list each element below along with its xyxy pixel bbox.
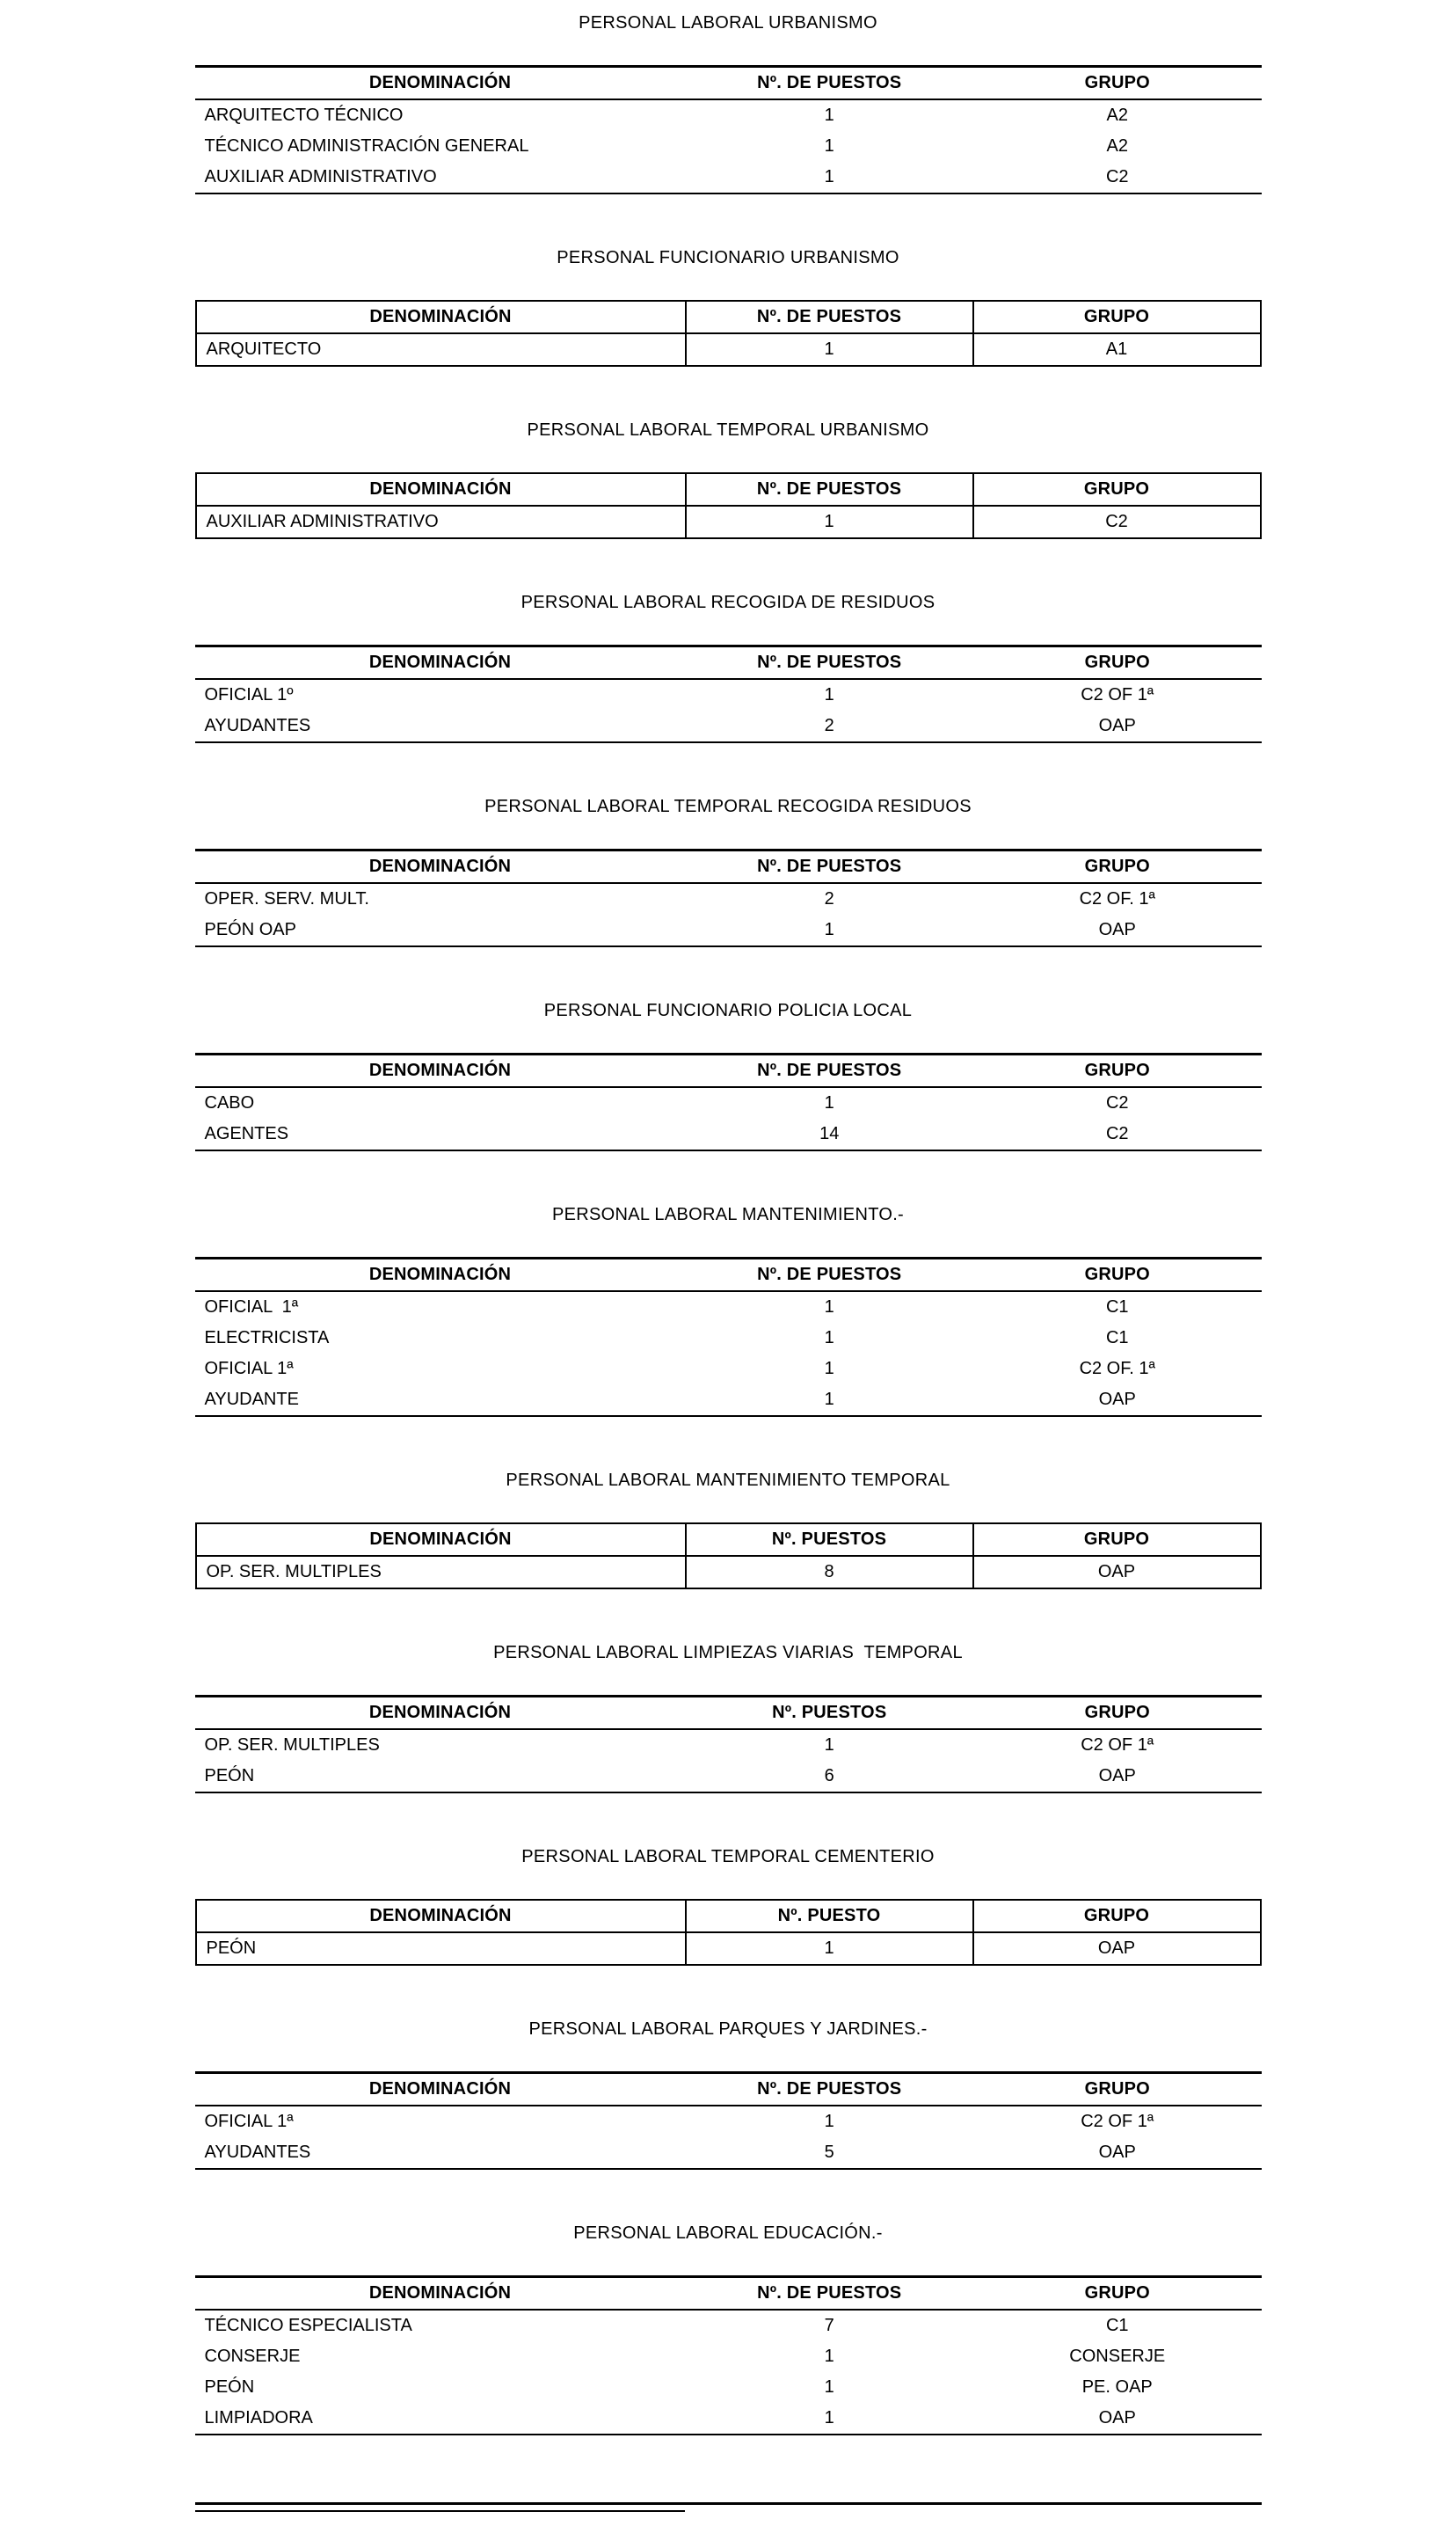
table-row [195, 1384, 1262, 1416]
personnel-section [0, 1470, 1456, 1589]
partial-table-header-line [195, 2510, 686, 2512]
cell-denominacion: OP. SER. MULTIPLES [196, 1556, 686, 1588]
cell-grupo: OAP [1098, 2408, 1136, 2427]
header-row [195, 67, 1262, 100]
section-title: PERSONAL LABORAL LIMPIEZAS VIARIAS TEMPORAL [493, 1643, 963, 1662]
column-header: Nº. DE PUESTOS [685, 646, 973, 680]
table-row [195, 711, 1262, 742]
cell-puestos: 1 [824, 106, 834, 125]
cell-puestos: 1 [824, 136, 834, 156]
column-header: Nº. PUESTOS [686, 1523, 973, 1556]
cell-denominacion: TÉCNICO ADMINISTRACIÓN GENERAL [204, 136, 529, 156]
cell-denominacion: AGENTES [204, 1124, 289, 1143]
column-header: Nº. DE PUESTOS [685, 1055, 973, 1088]
header-row [195, 646, 1262, 680]
column-header: GRUPO [973, 473, 1261, 506]
header-row [196, 1523, 1261, 1556]
personnel-section [0, 1000, 1456, 1151]
cell-grupo: OAP [973, 1932, 1261, 1965]
cell-denominacion: AYUDANTE [204, 1390, 299, 1409]
personnel-table [195, 65, 1262, 194]
cell-puestos: 1 [824, 1093, 834, 1113]
cell-denominacion: OPER. SERV. MULT. [204, 889, 369, 909]
column-header: Nº. DE PUESTOS [685, 2073, 973, 2106]
table-row [195, 1119, 1262, 1150]
column-header: DENOMINACIÓN [195, 2073, 686, 2106]
cell-grupo: C2 [1105, 1124, 1129, 1143]
cell-puestos: 1 [824, 1297, 834, 1317]
table-row [195, 2341, 1262, 2372]
cell-denominacion: ARQUITECTO TÉCNICO [204, 106, 404, 125]
cell-denominacion: CONSERJE [204, 2347, 301, 2366]
cell-grupo: C2 OF 1ª [1081, 685, 1154, 705]
header-row [195, 2277, 1262, 2311]
column-header: DENOMINACIÓN [195, 1697, 686, 1730]
personnel-section [0, 1204, 1456, 1417]
table-row [196, 1556, 1261, 1588]
cell-puestos: 1 [824, 2347, 834, 2366]
personnel-table [195, 645, 1262, 743]
column-header: GRUPO [973, 1697, 1262, 1730]
cell-grupo: OAP [1098, 2143, 1136, 2162]
table-row [195, 2403, 1262, 2435]
column-header: Nº. PUESTOS [685, 1697, 973, 1730]
cell-grupo: C2 OF 1ª [1081, 1735, 1154, 1755]
cell-denominacion: LIMPIADORA [204, 2408, 313, 2427]
cell-puestos: 1 [824, 2408, 834, 2427]
cell-denominacion: TÉCNICO ESPECIALISTA [204, 2316, 412, 2335]
cell-grupo: OAP [973, 1556, 1261, 1588]
column-header: DENOMINACIÓN [196, 1523, 686, 1556]
cell-puestos: 6 [824, 1766, 834, 1785]
personnel-section [0, 2019, 1456, 2170]
column-header: DENOMINACIÓN [195, 646, 686, 680]
table-row [195, 99, 1262, 131]
cell-grupo: A1 [973, 333, 1261, 366]
table-row [195, 883, 1262, 915]
cell-grupo: C2 [1105, 1093, 1129, 1113]
column-header: Nº. DE PUESTOS [686, 301, 973, 333]
cell-puestos: 1 [824, 2112, 834, 2131]
personnel-section [0, 592, 1456, 743]
header-row [196, 301, 1261, 333]
cell-puestos: 1 [824, 1390, 834, 1409]
cell-denominacion: ARQUITECTO [196, 333, 686, 366]
section-title: PERSONAL LABORAL MANTENIMIENTO TEMPORAL [506, 1471, 950, 1490]
column-header: DENOMINACIÓN [195, 1055, 686, 1088]
personnel-table [195, 300, 1262, 367]
personnel-section [0, 1846, 1456, 1966]
table-row [195, 1761, 1262, 1792]
table-row [195, 915, 1262, 946]
cell-grupo: A2 [1106, 106, 1128, 125]
column-header: GRUPO [973, 646, 1262, 680]
section-title: PERSONAL FUNCIONARIO POLICIA LOCAL [543, 1001, 913, 1020]
table-row [196, 1932, 1261, 1965]
column-header: Nº. DE PUESTOS [685, 67, 973, 100]
table-row [195, 2310, 1262, 2341]
cell-denominacion: ELECTRICISTA [204, 1328, 330, 1347]
column-header: DENOMINACIÓN [195, 67, 686, 100]
cell-puestos: 1 [824, 1359, 834, 1378]
cell-denominacion: OP. SER. MULTIPLES [204, 1735, 380, 1755]
cell-denominacion: AUXILIAR ADMINISTRATIVO [204, 167, 437, 186]
header-row [195, 1055, 1262, 1088]
column-header: GRUPO [973, 1055, 1262, 1088]
column-header: GRUPO [973, 1523, 1261, 1556]
personnel-section [0, 2223, 1456, 2435]
personnel-section [0, 796, 1456, 947]
column-header: DENOMINACIÓN [195, 2277, 686, 2311]
cell-puestos: 1 [824, 1735, 834, 1755]
section-title: PERSONAL LABORAL TEMPORAL RECOGIDA RESIDUOS [484, 797, 972, 816]
section-title: PERSONAL LABORAL TEMPORAL URBANISMO [527, 420, 929, 440]
cell-denominacion: PEÓN [204, 2377, 255, 2397]
personnel-table [195, 1522, 1262, 1589]
cell-puestos: 2 [824, 889, 834, 909]
personnel-table [195, 2071, 1262, 2170]
cell-grupo: PE. OAP [1081, 2377, 1153, 2397]
cell-denominacion: PEÓN [196, 1932, 686, 1965]
cell-puestos: 1 [686, 333, 973, 366]
cell-denominacion: OFICIAL 1º [204, 685, 294, 705]
cell-grupo: OAP [1098, 1390, 1136, 1409]
partial-table-top-border [195, 2502, 1262, 2505]
cell-grupo: OAP [1098, 1766, 1136, 1785]
header-row [196, 1900, 1261, 1932]
personnel-table [195, 2275, 1262, 2435]
personnel-table [195, 1695, 1262, 1793]
table-row [195, 1291, 1262, 1323]
table-row [195, 679, 1262, 711]
cell-denominacion: AUXILIAR ADMINISTRATIVO [196, 506, 686, 538]
column-header: DENOMINACIÓN [196, 1900, 686, 1932]
column-header: DENOMINACIÓN [195, 1259, 686, 1292]
table-row [195, 1323, 1262, 1354]
section-title: PERSONAL LABORAL URBANISMO [579, 13, 877, 33]
cell-puestos: 1 [824, 920, 834, 939]
personnel-section [0, 12, 1456, 194]
table-row [196, 333, 1261, 366]
personnel-section [0, 420, 1456, 539]
table-row [195, 1087, 1262, 1119]
personnel-section [0, 1642, 1456, 1793]
column-header: GRUPO [973, 851, 1262, 884]
partial-next-table [195, 2502, 1262, 2512]
cell-denominacion: OFICIAL 1ª [204, 2112, 294, 2131]
cell-puestos: 7 [824, 2316, 834, 2335]
personnel-table [195, 1899, 1262, 1966]
column-header: DENOMINACIÓN [196, 473, 686, 506]
section-title: PERSONAL LABORAL TEMPORAL CEMENTERIO [521, 1847, 935, 1866]
cell-grupo: C1 [1105, 1328, 1129, 1347]
personnel-section [0, 247, 1456, 367]
column-header: GRUPO [973, 2277, 1262, 2311]
personnel-table [195, 1053, 1262, 1151]
table-row [195, 2106, 1262, 2137]
cell-puestos: 1 [824, 167, 834, 186]
header-row [195, 851, 1262, 884]
section-title: PERSONAL LABORAL RECOGIDA DE RESIDUOS [521, 593, 935, 612]
cell-grupo: OAP [1098, 920, 1136, 939]
table-row [195, 131, 1262, 162]
cell-denominacion: CABO [204, 1093, 255, 1113]
column-header: Nº. DE PUESTOS [685, 851, 973, 884]
column-header: GRUPO [973, 1900, 1261, 1932]
cell-puestos: 8 [686, 1556, 973, 1588]
column-header: GRUPO [973, 2073, 1262, 2106]
cell-puestos: 14 [819, 1124, 840, 1143]
personnel-table [195, 849, 1262, 947]
cell-puestos: 5 [824, 2143, 834, 2162]
section-title: PERSONAL FUNCIONARIO URBANISMO [557, 248, 899, 267]
cell-grupo: C1 [1105, 2316, 1129, 2335]
column-header: Nº. PUESTO [686, 1900, 973, 1932]
column-header: Nº. DE PUESTOS [685, 2277, 973, 2311]
cell-grupo: C2 OF 1ª [1081, 2112, 1154, 2131]
header-row [195, 1259, 1262, 1292]
table-row [195, 1729, 1262, 1761]
cell-grupo: C2 OF. 1ª [1079, 889, 1155, 909]
cell-denominacion: PEÓN [204, 1766, 255, 1785]
cell-grupo: C2 OF. 1ª [1079, 1359, 1155, 1378]
cell-puestos: 1 [686, 1932, 973, 1965]
header-row [195, 1697, 1262, 1730]
column-header: DENOMINACIÓN [196, 301, 686, 333]
header-row [195, 2073, 1262, 2106]
cell-grupo: A2 [1106, 136, 1128, 156]
section-title: PERSONAL LABORAL MANTENIMIENTO.- [551, 1205, 905, 1224]
cell-grupo: OAP [1098, 716, 1136, 735]
personnel-table [195, 1257, 1262, 1417]
cell-denominacion: AYUDANTES [204, 716, 311, 735]
cell-grupo: C2 [973, 506, 1261, 538]
column-header: DENOMINACIÓN [195, 851, 686, 884]
section-title: PERSONAL LABORAL PARQUES Y JARDINES.- [528, 2019, 928, 2039]
cell-puestos: 2 [824, 716, 834, 735]
personnel-table [195, 472, 1262, 539]
column-header: GRUPO [973, 1259, 1262, 1292]
cell-grupo: C2 [1105, 167, 1129, 186]
section-title: PERSONAL LABORAL EDUCACIÓN.- [573, 2223, 883, 2243]
column-header: GRUPO [973, 301, 1261, 333]
cell-puestos: 1 [686, 506, 973, 538]
header-row [196, 473, 1261, 506]
cell-denominacion: PEÓN OAP [204, 920, 296, 939]
column-header: Nº. DE PUESTOS [685, 1259, 973, 1292]
table-row [195, 2372, 1262, 2403]
cell-puestos: 1 [824, 685, 834, 705]
cell-grupo: CONSERJE [1069, 2347, 1166, 2366]
sections-container [0, 12, 1456, 2435]
cell-puestos: 1 [824, 2377, 834, 2397]
table-row [196, 506, 1261, 538]
cell-puestos: 1 [824, 1328, 834, 1347]
table-row [195, 1354, 1262, 1384]
table-row [195, 2137, 1262, 2169]
column-header: Nº. DE PUESTOS [686, 473, 973, 506]
table-row [195, 162, 1262, 193]
cell-denominacion: AYUDANTES [204, 2143, 311, 2162]
cell-denominacion: OFICIAL 1ª [204, 1297, 299, 1317]
column-header: GRUPO [973, 67, 1262, 100]
cell-grupo: C1 [1105, 1297, 1129, 1317]
cell-denominacion: OFICIAL 1ª [204, 1359, 294, 1378]
